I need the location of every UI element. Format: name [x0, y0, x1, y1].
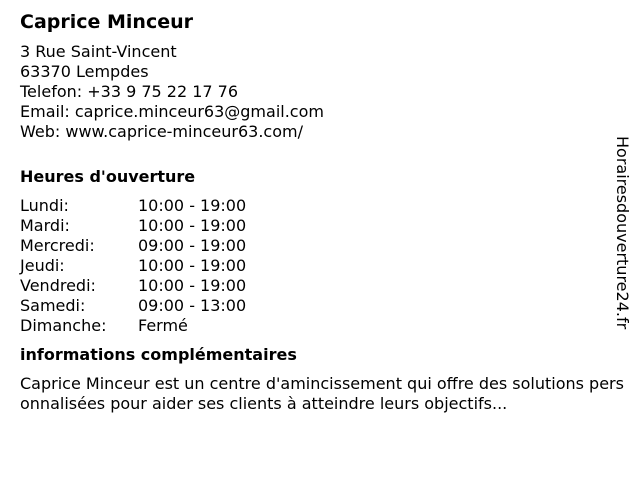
hours-row-monday [20, 196, 620, 216]
address-line-1: 3 Rue Saint-Vincent [20, 42, 177, 61]
hours-row-wednesday [20, 236, 620, 256]
day-label: Mardi: [20, 216, 70, 235]
web-line: Web: www.caprice-minceur63.com/ [20, 122, 303, 141]
email-line: Email: caprice.minceur63@gmail.com [20, 102, 324, 121]
time-value: 10:00 - 19:00 [138, 196, 247, 215]
additional-info-title: informations complémentaires [20, 345, 297, 364]
hours-row-tuesday [20, 216, 620, 236]
time-value: Fermé [138, 316, 188, 335]
hours-row-friday [20, 276, 620, 296]
day-label: Samedi: [20, 296, 86, 315]
time-value: 10:00 - 19:00 [138, 256, 247, 275]
time-value: 09:00 - 13:00 [138, 296, 247, 315]
hours-row-saturday [20, 296, 620, 316]
opening-hours-title: Heures d'ouverture [20, 167, 196, 186]
site-watermark: Horairesdouverture24.fr [613, 136, 632, 330]
day-label: Dimanche: [20, 316, 107, 335]
hours-row-thursday [20, 256, 620, 276]
hours-row-sunday [20, 316, 620, 336]
phone-line: Telefon: +33 9 75 22 17 76 [20, 82, 239, 101]
time-value: 10:00 - 19:00 [138, 216, 247, 235]
time-value: 09:00 - 19:00 [138, 236, 247, 255]
time-value: 10:00 - 19:00 [138, 276, 247, 295]
day-label: Mercredi: [20, 236, 95, 255]
day-label: Jeudi: [20, 256, 65, 275]
day-label: Vendredi: [20, 276, 96, 295]
day-label: Lundi: [20, 196, 69, 215]
business-description: Caprice Minceur est un centre d'amincissement qui offre des solutions personnalisées pour aider ses clients à atteindre leurs objectifs... [20, 374, 624, 413]
address-line-2: 63370 Lempdes [20, 62, 149, 81]
business-name: Caprice Minceur [20, 11, 194, 33]
